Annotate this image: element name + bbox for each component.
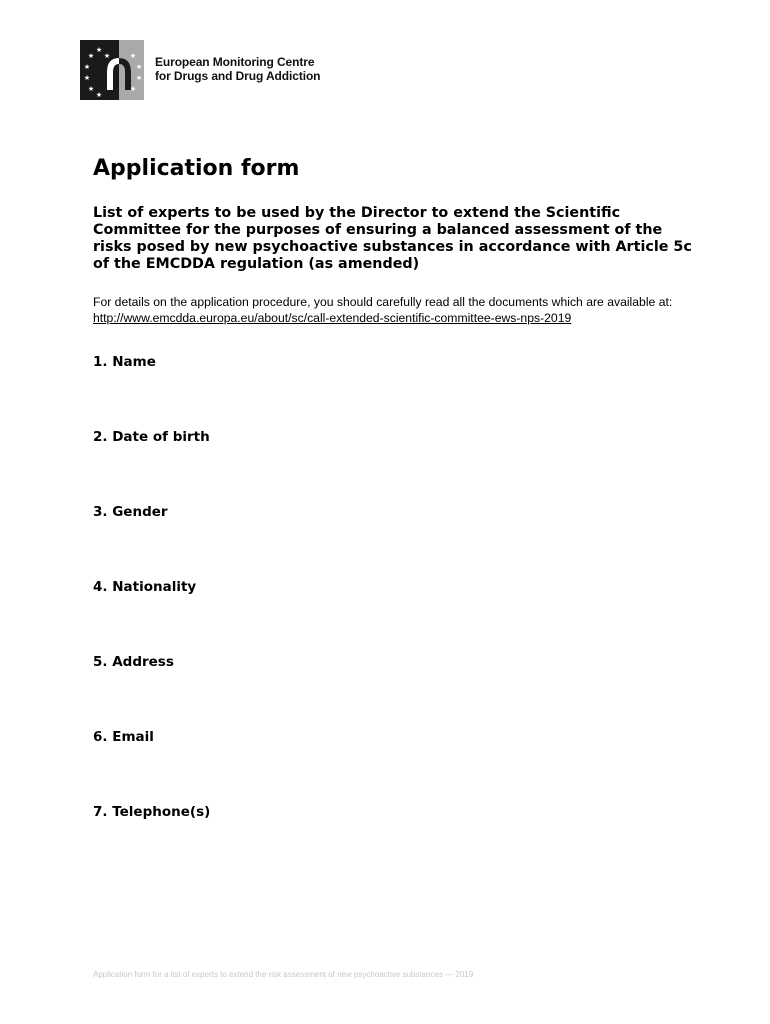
org-name (155, 55, 320, 83)
emcdda-logo (80, 40, 340, 102)
svg-text:★: ★ (135, 63, 143, 71)
svg-text:★: ★ (103, 52, 111, 60)
form-subtitle: List of experts to be used by the Director to extend the Scientific Committee for the purposes of ensuring a balanced assessment of the risks posed by new psychoactive substances in accordance with Article 5c of the EMCDDA regulation (as amended) (93, 205, 692, 272)
svg-text:★: ★ (129, 85, 137, 93)
intro-paragraph (93, 294, 693, 326)
svg-text:★: ★ (95, 46, 103, 54)
svg-text:★: ★ (83, 63, 91, 71)
field-name-label: 1. Name (93, 354, 156, 370)
field-address-label: 5. Address (93, 654, 174, 670)
field-telephone-label: 7. Telephone(s) (93, 804, 211, 820)
intro-text: For details on the application procedure, you should carefully read all the documents which are available at: (93, 295, 673, 309)
field-nationality-label: 4. Nationality (93, 579, 197, 595)
field-gender-label: 3. Gender (93, 504, 168, 520)
call-link[interactable]: http://www.emcdda.europa.eu/about/sc/call-extended-scientific-committee-ews-nps-2019 (93, 311, 572, 325)
org-name-line2: for Drugs and Drug Addiction (155, 69, 321, 83)
emcdda-emblem-icon (80, 40, 144, 100)
svg-text:★: ★ (135, 74, 143, 82)
page-footer: Application form for a list of experts to extend the risk assessment of new psychoactive substances — 2019 (93, 970, 474, 979)
svg-text:★: ★ (87, 85, 95, 93)
field-email-label: 6. Email (93, 729, 154, 745)
svg-text:★: ★ (83, 74, 91, 82)
svg-text:★: ★ (129, 52, 137, 60)
page-title: Application form (93, 156, 300, 181)
field-date-of-birth-label: 2. Date of birth (93, 429, 210, 445)
svg-text:★: ★ (87, 52, 95, 60)
svg-text:★: ★ (95, 91, 103, 99)
org-name-line1: European Monitoring Centre (155, 55, 315, 69)
